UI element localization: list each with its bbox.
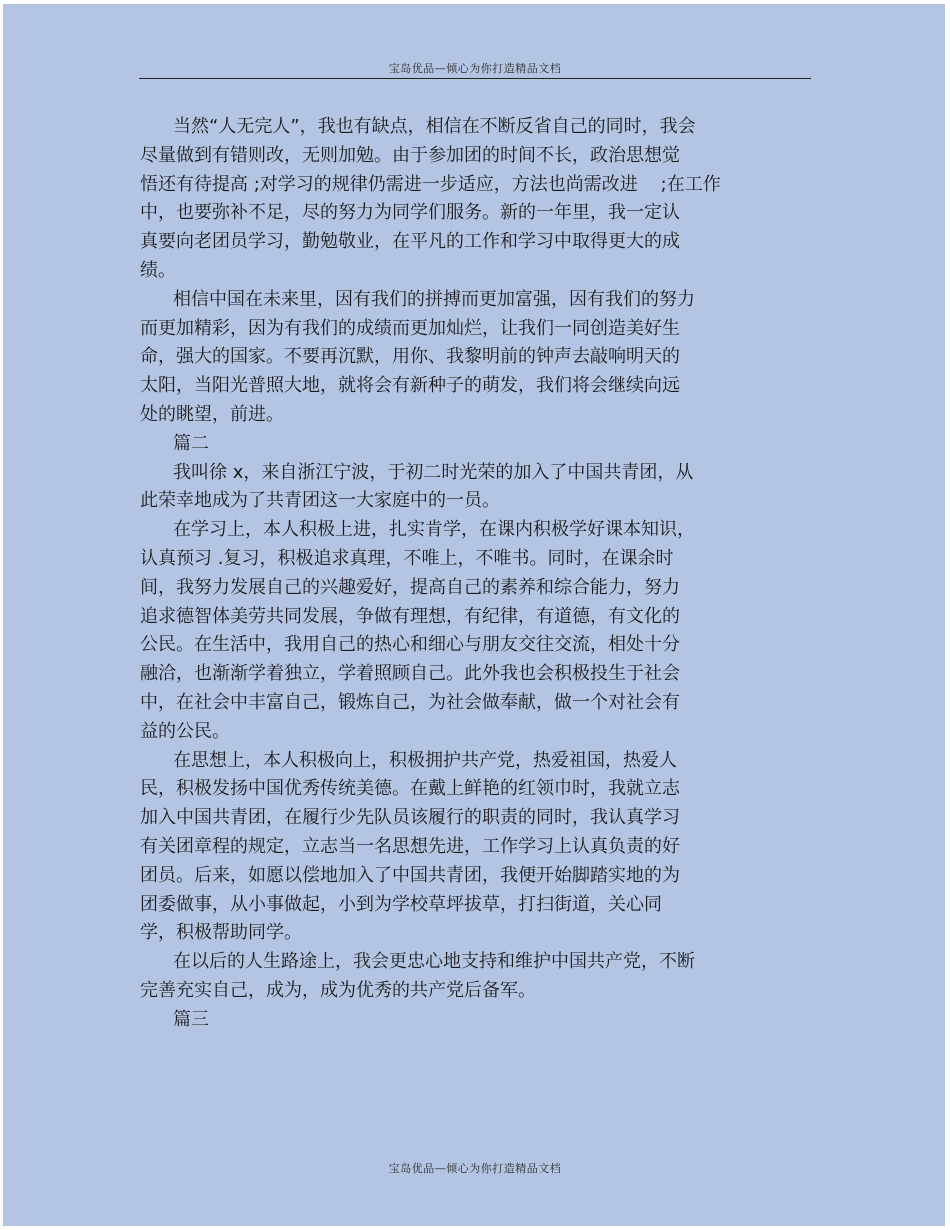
text-line: 绩。: [140, 259, 176, 281]
document-body: [140, 113, 810, 1035]
text-line: 有关团章程的规定，立志当一名思想先进，工作学习上认真负责的好: [140, 835, 680, 857]
text-line: 完善充实自己，成为，成为优秀的共产党后备军。: [140, 979, 536, 1001]
text-line: 加入中国共青团，在履行少先队员该履行的职责的同时，我认真学习: [140, 807, 680, 829]
page-footer: 宝岛优品—倾心为你打造精品文档: [388, 1162, 562, 1175]
text-line: 真要向老团员学习，勤勉敬业，在平凡的工作和学习中取得更大的成: [140, 231, 680, 253]
text-line: 处的眺望，前进。: [140, 403, 284, 425]
page-header: 宝岛优品—倾心为你打造精品文档: [388, 62, 562, 75]
text-line: 公民。在生活中，我用自己的热心和细心与朋友交往交流，相处十分: [140, 634, 680, 656]
header-divider: [139, 78, 811, 79]
text-line: 而更加精彩，因为有我们的成绩而更加灿烂，让我们一同创造美好生: [140, 317, 680, 339]
text-line: 民，积极发扬中国优秀传统美德。在戴上鲜艳的红领巾时，我就立志: [140, 778, 680, 800]
text-line: 中，也要弥补不足，尽的努力为同学们服务。新的一年里，我一定认: [140, 202, 680, 224]
text-line: 团委做事，从小事做起，小到为学校草坪拔草，打扫街道，关心同: [140, 893, 662, 915]
text-line: 融洽，也渐渐学着独立，学着照顾自己。此外我也会积极投生于社会: [140, 663, 680, 685]
text-line: 认真预习 .复习，积极追求真理，不唯上，不唯书。同时，在课余时: [140, 547, 674, 569]
text-line: 团员。后来，如愿以偿地加入了中国共青团，我便开始脚踏实地的为: [140, 864, 680, 886]
text-line: 在以后的人生路途上，我会更忠心地支持和维护中国共产党，不断: [173, 951, 695, 973]
text-line: 此荣幸地成为了共青团这一大家庭中的一员。: [140, 490, 500, 512]
text-line: 在学习上，本人积极上进，扎实肯学，在课内积极学好课本知识，: [173, 519, 695, 541]
text-line: 悟还有待提高 ;对学习的规律仍需进一步适应，方法也尚需改进 ;在工作: [140, 173, 721, 195]
text-line: 追求德智体美劳共同发展，争做有理想，有纪律，有道德，有文化的: [140, 605, 680, 627]
text-line: 太阳，当阳光普照大地，就将会有新种子的萌发，我们将会继续向远: [140, 375, 680, 397]
text-line: 相信中国在未来里，因有我们的拼搏而更加富强，因有我们的努力: [173, 288, 695, 310]
text-line: 学，积极帮助同学。: [140, 922, 302, 944]
text-line: 尽量做到有错则改，无则加勉。由于参加团的时间不长，政治思想觉: [140, 144, 680, 166]
text-line: 命，强大的国家。不要再沉默，用你、我黎明前的钟声去敲响明天的: [140, 346, 680, 368]
text-line: 我叫徐 x，来自浙江宁波，于初二时光荣的加入了中国共青团，从: [173, 461, 694, 483]
text-line: 中，在社会中丰富自己，锻炼自己，为社会做奉献，做一个对社会有: [140, 691, 680, 713]
text-line: 当然“人无完人”，我也有缺点，相信在不断反省自己的同时，我会: [173, 116, 696, 137]
text-line: 在思想上，本人积极向上，积极拥护共产党，热爱祖国，热爱人: [173, 749, 677, 771]
text-line: 间，我努力发展自己的兴趣爱好，提高自己的素养和综合能力，努力: [140, 576, 680, 598]
section-heading: 篇三: [173, 1008, 209, 1030]
section-heading: 篇二: [173, 432, 209, 454]
text-line: 益的公民。: [140, 720, 230, 742]
